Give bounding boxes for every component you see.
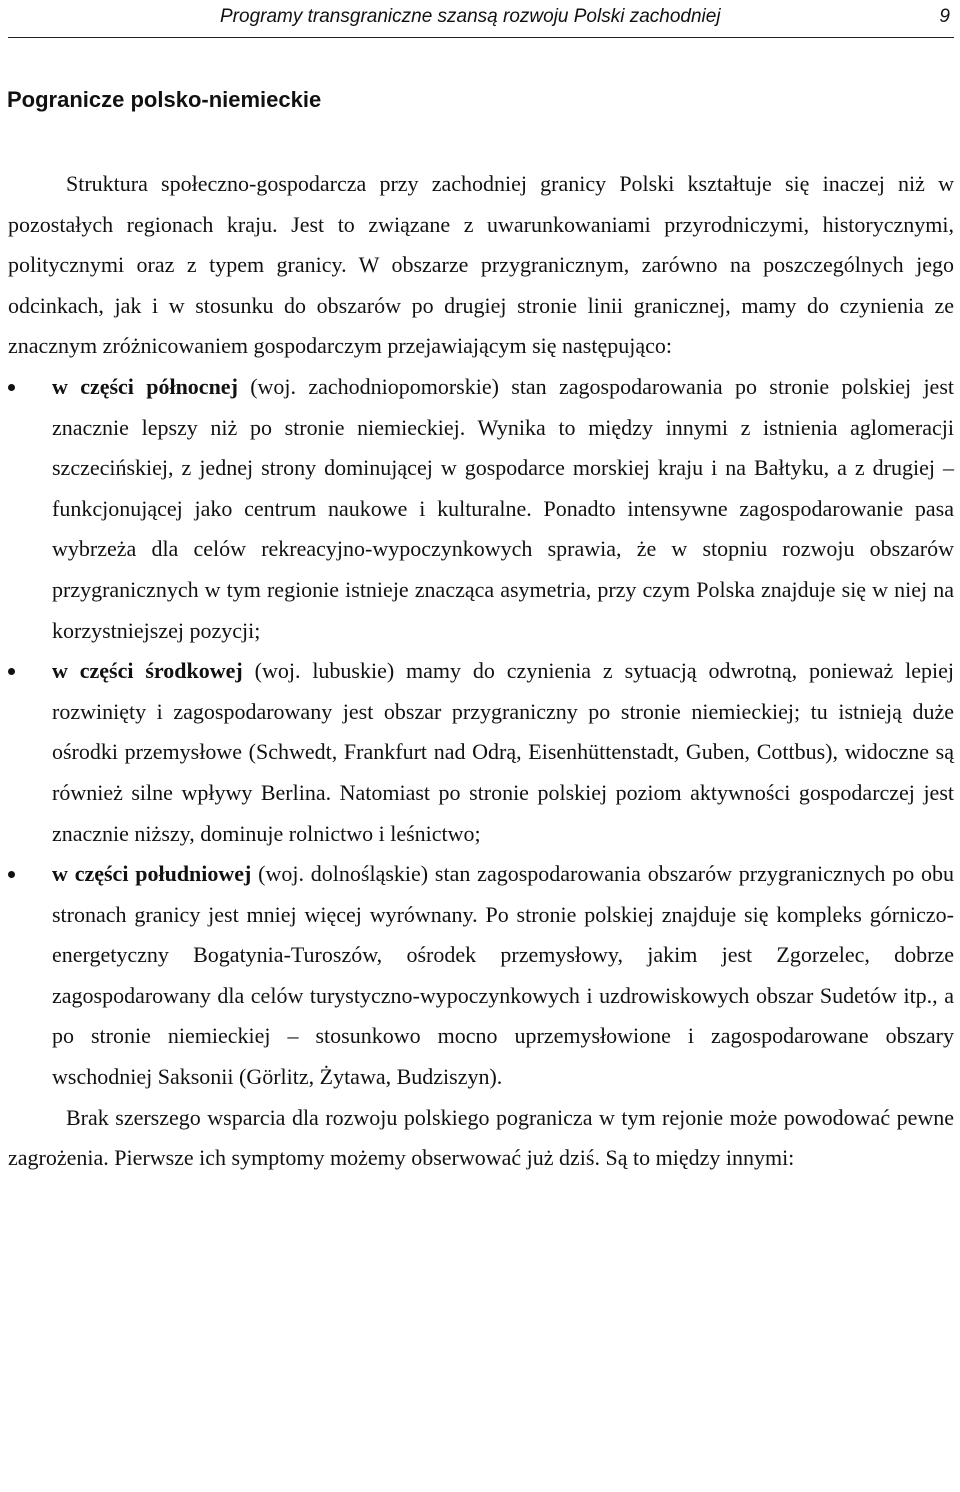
- section-heading: Pogranicze polsko-niemieckie: [7, 87, 322, 112]
- bullet-item-south: [8, 854, 954, 1098]
- bullet-dot-icon: [8, 871, 15, 878]
- running-header: [0, 0, 960, 40]
- intro-paragraph: Struktura społeczno-gospodarcza przy zachodniej granicy Polski kształtuje się inaczej niż w pozostałych regionach kraju. Jest to związane z uwarunkowaniami przyrodniczymi, historycznymi, politycznymi oraz z typem granicy. W obszarze przygranicznym, zarówno na poszczególnych jego odcinkach, jak i w stosunku do obszarów po drugiej stronie linii granicznej, mamy do czynienia ze znacznym zróżnicowaniem gospodarczym przejawiającym się następująco:: [8, 171, 954, 359]
- bullet-item-central: [8, 651, 954, 854]
- page-number: 9: [939, 6, 950, 27]
- bullet-text-north: (woj. zachodniopomorskie) stan zagospodarowania po stronie polskiej jest znacznie lepszy niż po stronie niemieckiej. Wynika to między innymi z istnienia aglomeracji szczecińskiej, z jednej strony dominującej w gospodarce morskiej kraju i na Bałtyku, a z drugiej – funkcjonującej jako centrum naukowe i kulturalne. Ponadto intensywne zagospodarowanie pasa wybrzeża dla celów rekreacyjno-wypoczynkowych sprawia, że w stopniu rozwoju obszarów przygranicznych w tym regionie istnieje znacząca asymetria, przy czym Polska znajduje się w niej na korzystniejszej pozycji;: [52, 373, 954, 643]
- bullet-item-north: [8, 367, 954, 651]
- closing-paragraph: Brak szerszego wsparcia dla rozwoju polskiego pogranicza w tym rejonie może powodować pewne zagrożenia. Pierwsze ich symptomy możemy obserwować już dziś. Są to między innymi:: [8, 1104, 954, 1171]
- bullet-lead-central: w części środkowej: [52, 658, 243, 684]
- header-rule: [8, 37, 954, 38]
- bullet-lead-north: w części północnej: [52, 373, 238, 399]
- running-header-title: Programy transgraniczne szansą rozwoju Polski zachodniej: [220, 6, 721, 27]
- bullet-dot-icon: [8, 384, 15, 391]
- region-bullet-list: [8, 367, 954, 1098]
- body-text: [8, 164, 954, 1179]
- bullet-lead-south: w części południowej: [52, 861, 252, 887]
- bullet-text-central: (woj. lubuskie) mamy do czynienia z sytuacją odwrotną, ponieważ lepiej rozwinięty i zagospodarowany jest obszar przygraniczny po stronie niemieckiej; tu istnieją duże ośrodki przemysłowe (Schwedt, Frankfurt nad Odrą, Eisenhüttenstadt, Guben, Cottbus), widoczne są również silne wpływy Berlina. Natomiast po stronie polskiej poziom aktywności gospodarczej jest znacznie niższy, dominuje rolnictwo i leśnictwo;: [52, 658, 955, 846]
- bullet-dot-icon: [8, 668, 15, 675]
- bullet-text-south: (woj. dolnośląskie) stan zagospodarowania obszarów przygranicznych po obu stronach granicy jest mniej więcej wyrównany. Po stronie polskiej znajduje się kompleks górniczo-energetyczny Bogatynia-Turoszów, ośrodek przemysłowy, jakim jest Zgorzelec, dobrze zagospodarowany dla celów turystyczno-wypoczynkowych i uzdrowiskowych obszar Sudetów itp., a po stronie niemieckiej – stosunkowo mocno uprzemysłowione i zagospodarowane obszary wschodniej Saksonii (Görlitz, Żytawa, Budziszyn).: [52, 861, 954, 1090]
